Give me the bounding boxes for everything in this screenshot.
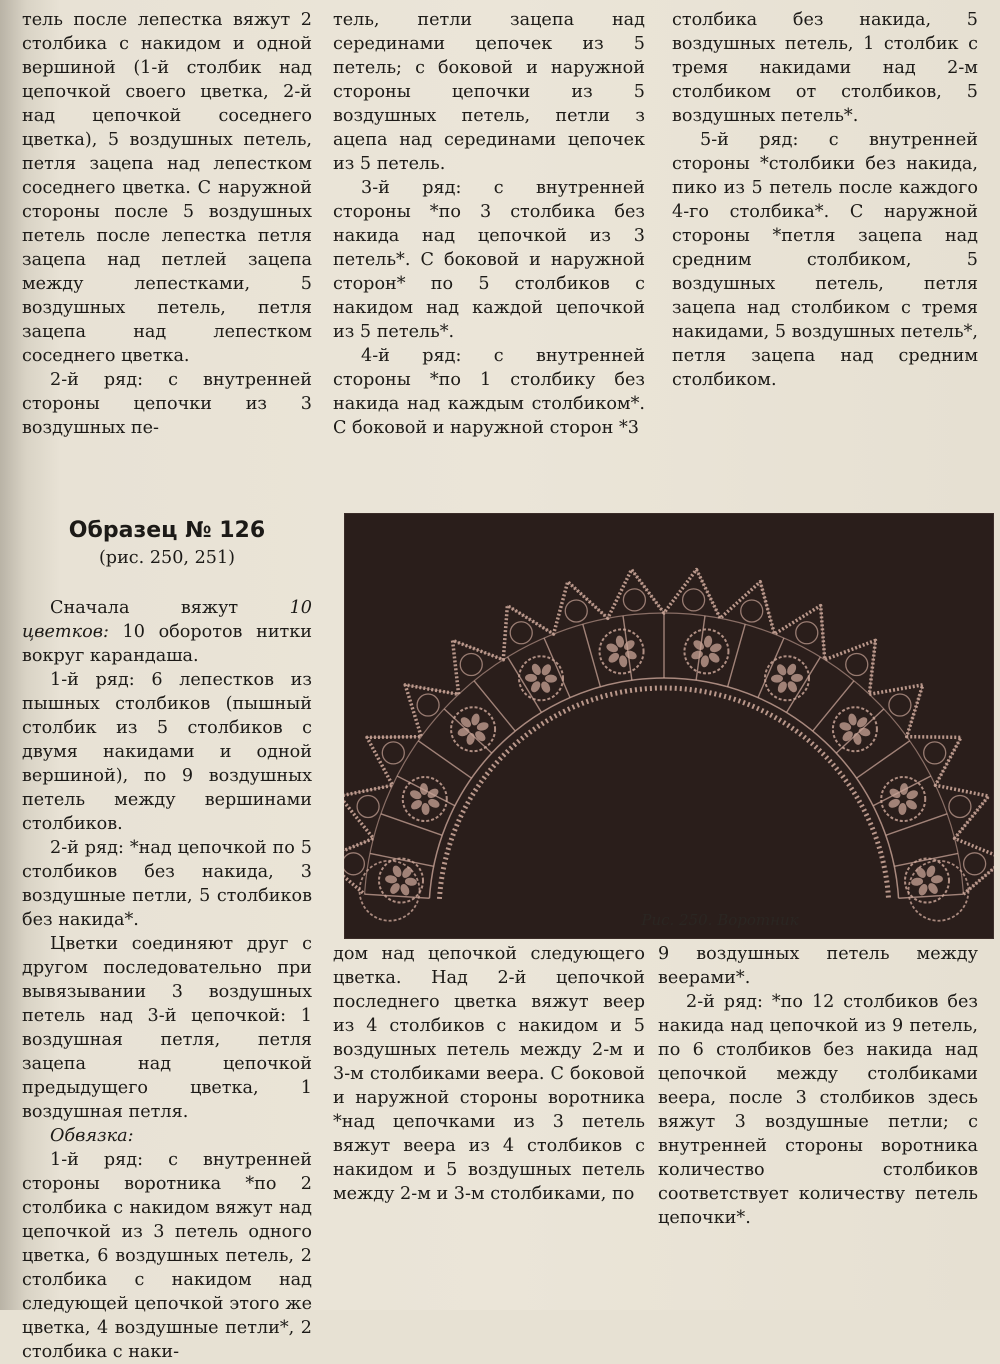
flower-center [900, 796, 906, 802]
paragraph: 2-й ряд: с внутренней стороны цепочки из 3 воздушных пе- [22, 370, 312, 438]
paragraph: тель, петли зацепа над серединами цепочек из 5 петель; с боковой и наружной стороны цепочки из 5 воздушных петель, петли з ацепа над серединами цепочек из 5 петель. [333, 10, 645, 174]
paragraph: Цветки соединяют друг с другом последовательно при вывязывании 3 воздушных петель над 3-й цепочкой: 1 воздушная петля, петля зацепа над цепочкой предыдущего цветка, 1 воздушная петля. [22, 934, 312, 1122]
emphasis: 10 цветков: [22, 598, 312, 642]
point-mesh-loop [924, 742, 946, 764]
flower-petal [400, 865, 414, 879]
flower-petal [911, 877, 924, 886]
outer-scalloped-edge [344, 570, 994, 895]
mesh-spoke [381, 814, 442, 835]
flower-petal [421, 803, 430, 816]
point-mesh-loop [889, 694, 911, 716]
paragraph: тель после лепестка вяжут 2 столбика с накидом и одной вершиной (1-й столбик над цепочкой своего цветка, 2-й над цепочкой соседнего цветка), 5 воздушных петель, петля зацепа над лепестком соседнего цветка. С наружной стороны после 5 воздушных петель после лепестка петля зацепа над петлей зацепа между лепестками, 5 воздушных петель, петля зацепа над лепестком соседнего цветка. [22, 10, 312, 366]
flower-petal [692, 638, 706, 652]
lace-collar-photo [344, 513, 994, 939]
figure-caption: Рис. 250. Воротник [641, 911, 799, 929]
inner-edge-line [429, 678, 898, 898]
section-heading [22, 1124, 312, 1148]
flower-petal [525, 674, 537, 682]
paragraph: 2-й ряд: *над цепочкой по 5 столбиков без накида, 3 воздушные петли, 5 столбиков без накида*. [22, 838, 312, 930]
inner-edge-band [439, 688, 888, 899]
paragraph: 3-й ряд: с внутренней стороны *по 3 столбика без накида над цепочкой из 3 петель*. С боковой и наружной сторон* по 5 столбиков с накидом над каждой цепочкой из 5 петель*. [333, 178, 645, 342]
text-column-3 [672, 8, 978, 392]
flower-petal [898, 803, 907, 816]
flower-center [703, 648, 709, 654]
point-mesh-loop [623, 589, 645, 611]
text-column-4 [22, 596, 312, 1364]
flower-petal [914, 865, 928, 879]
point-mesh-loop [949, 795, 971, 817]
flower-petal [771, 674, 783, 682]
flower-center [422, 796, 428, 802]
point-mesh-loop [683, 589, 705, 611]
flower-petal [404, 877, 417, 886]
flower-center [924, 878, 930, 884]
text-run: 10 оборотов нитки вокруг карандаша. [22, 622, 312, 666]
flower-center [538, 675, 544, 681]
text-column-6 [658, 942, 978, 1230]
flower-center [398, 878, 404, 884]
mesh-spoke [370, 853, 434, 866]
mesh-spoke [894, 853, 958, 866]
paragraph: 1-й ряд: 6 лепестков из пышных столбиков (пышный столбик из 5 столбиков с двумя накидами и одной вершиной), по 9 воздушных петель между вершинами столбиков. [22, 670, 312, 834]
sample-title: Образец № 126 [68, 518, 266, 543]
point-mesh-loop [565, 600, 587, 622]
flower-petal [707, 651, 721, 665]
flower-petal [545, 674, 557, 682]
flower-petal [388, 881, 402, 895]
emphasis: Обвязка: [50, 1126, 134, 1146]
paragraph: 2-й ряд: *по 12 столбиков без накида над цепочкой из 9 петель, по 6 столбиков без накида над цепочкой между столбиками веера, после 3 столбиков здесь вяжут 3 воздушные петли; с внутренней стороны воротника количество столбиков соответствует количеству петель цепочки*. [658, 992, 978, 1228]
point-mesh-loop [510, 622, 532, 644]
paragraph: 9 воздушных петель между веерами*. [658, 944, 978, 988]
flower-center [470, 726, 476, 732]
paragraph: 5-й ряд: с внутренней стороны *столбики без накида, пико из 5 петель после каждого 4-го столбика*. С наружной стороны *петля зацепа над средним столбиком, 5 воздушных петель, петля зацепа над столбиком с тремя накидами, 5 воздушных петель*, петля зацепа над средним столбиком. [672, 130, 978, 390]
flower-petal [385, 875, 398, 884]
flower-center [784, 675, 790, 681]
mesh-spoke [583, 624, 601, 687]
point-mesh-loop [382, 742, 404, 764]
point-mesh-loop [741, 600, 763, 622]
lace-collar-illustration [344, 513, 994, 939]
point-mesh-loop [964, 853, 986, 875]
flower-petal [926, 881, 940, 895]
flower-center [852, 726, 858, 732]
text-column-2 [333, 8, 645, 440]
paragraph: 1-й ряд: с внутренней стороны воротника *по 2 столбика с накидом вяжут над цепочкой из 3 петель одного цветка, 6 воздушных петель, 2 столбика с накидом над следующей цепочкой этого же цветка, 4 воздушные петли*, 2 столбика с наки- [22, 1150, 312, 1362]
flower-center [619, 648, 625, 654]
point-mesh-loop [417, 694, 439, 716]
text-column-1 [22, 8, 312, 440]
flower-petal [855, 715, 869, 729]
text-column-5 [333, 942, 645, 1206]
flower-petal [459, 715, 473, 729]
mesh-spoke [728, 624, 746, 687]
point-mesh-loop [344, 853, 364, 875]
paragraph: 4-й ряд: с внутренней стороны *по 1 столбику без накида над каждым столбиком*. С боковой и наружной сторон *3 [333, 346, 645, 438]
point-mesh-loop [460, 653, 482, 675]
flower-petal [791, 674, 803, 682]
sample-heading [22, 516, 312, 570]
paragraph: столбика без накида, 5 воздушных петель, 1 столбик с тремя накидами над 2-м столбиком от столбиков, 5 воздушных петель*. [672, 10, 978, 126]
point-mesh-loop [796, 622, 818, 644]
flower-petal [930, 875, 943, 884]
mesh-spoke [856, 741, 909, 778]
flower-petal [900, 783, 909, 796]
flower-petal [473, 729, 487, 743]
figure-reference: (рис. 250, 251) [98, 548, 236, 568]
flower-petal [622, 638, 636, 652]
flower-petal [420, 783, 429, 796]
paragraph [22, 596, 312, 668]
flower-petal [607, 651, 621, 665]
flower-petal [841, 729, 855, 743]
text-run: Сначала вяжут [50, 598, 290, 618]
paragraph: дом над цепочкой следующего цветка. Над 2-й цепочкой последнего цветка вяжут веер из 4 столбиков с накидом и 5 воздушных петель между 2-м и 3-м столбиками веера. С боковой и наружной стороны воротника *над цепочками из 3 петель вяжут веера из 4 столбиков с накидом и 5 воздушных петель между 2-м и 3-м столбиками, по [333, 944, 645, 1204]
mesh-spoke [418, 741, 471, 778]
point-mesh-loop [846, 653, 868, 675]
end-motif [908, 861, 968, 921]
point-mesh-loop [357, 795, 379, 817]
